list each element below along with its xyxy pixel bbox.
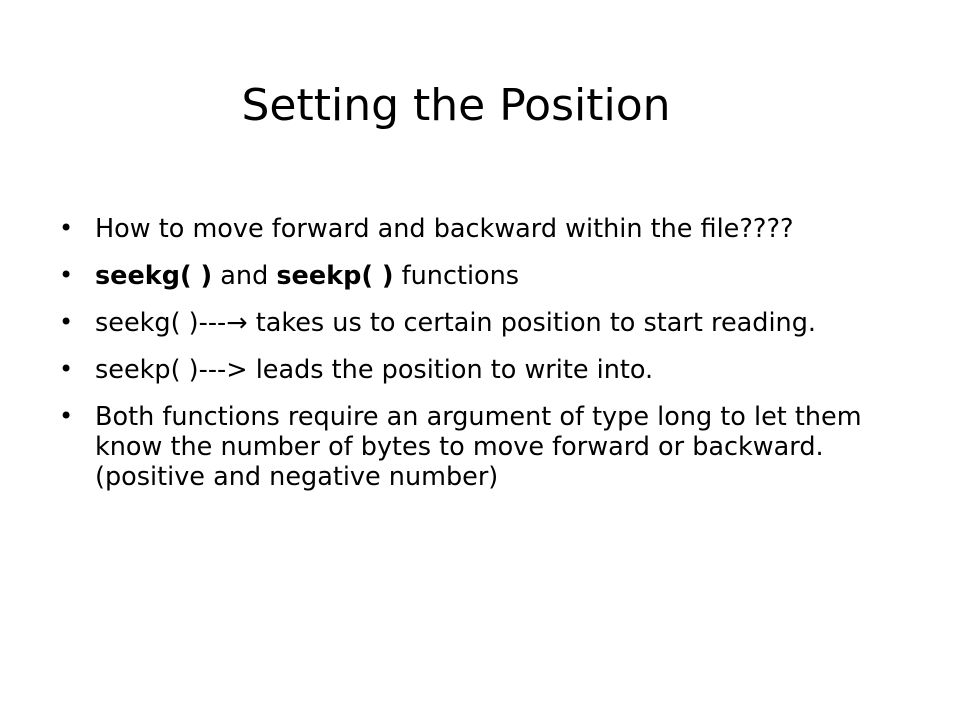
bullet-dot-icon: • [59, 214, 74, 242]
bullet-dot-icon: • [59, 402, 74, 431]
bullet-item-move-within-file [57, 214, 887, 244]
slide-title: Setting the Position [241, 80, 671, 131]
bullet-text-connector: and [212, 261, 277, 292]
bullet-dot-icon: • [59, 308, 74, 337]
bullet-text-suffix: takes us to certain position to start reading. [247, 308, 816, 339]
bullet-list [57, 214, 887, 510]
bullet-text-prefix: seekg( )--- [95, 308, 227, 339]
bullet-item-seekp [57, 355, 887, 385]
seekp-function-name: seekp( ) [276, 261, 394, 292]
right-arrow-icon: → [226, 308, 248, 339]
bullet-text-suffix: functions [393, 261, 520, 292]
bullet-text: How to move forward and backward within the file???? [95, 214, 794, 244]
bullet-text: seekp( )---> leads the position to write into. [95, 355, 654, 386]
bullet-dot-icon: • [59, 355, 74, 384]
bullet-dot-icon: • [59, 261, 74, 290]
bullet-item-seekg [57, 308, 887, 338]
bullet-item-seek-functions [57, 261, 887, 291]
bullet-item-argument [57, 402, 887, 492]
seekg-function-name: seekg( ) [95, 261, 213, 292]
bullet-text: Both functions require an argument of type long to let them know the number of bytes to move forward or backward. (positive and negative number) [95, 402, 862, 493]
